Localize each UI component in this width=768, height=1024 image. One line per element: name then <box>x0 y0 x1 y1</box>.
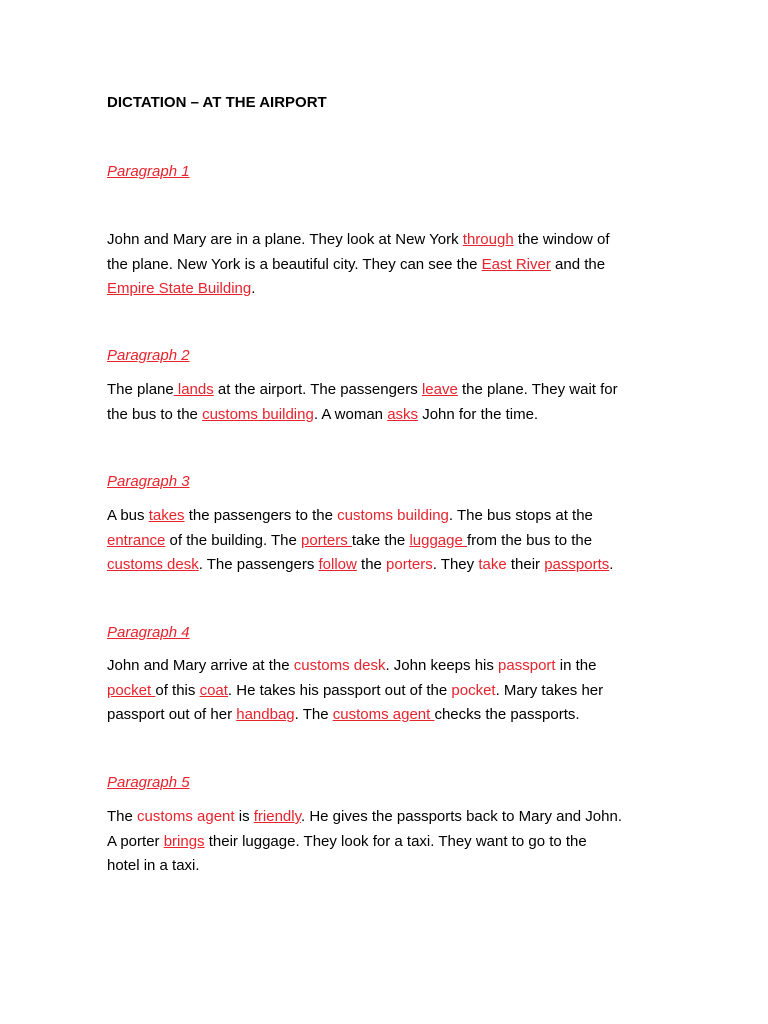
text-run: of this <box>155 681 200 699</box>
text-run: hotel in a taxi. <box>107 857 200 874</box>
text-run: . <box>251 280 256 297</box>
text-run: take the <box>351 531 410 549</box>
paragraph-2-body <box>107 378 667 427</box>
paragraph-1-body <box>107 228 667 302</box>
text-run: . The <box>294 706 333 723</box>
dictation-answer-underlined: handbag <box>236 706 295 723</box>
dictation-answer-underlined: takes <box>148 507 185 524</box>
text-run: A bus <box>107 507 149 524</box>
dictation-answer: customs desk <box>293 657 386 674</box>
dictation-answer-underlined: friendly <box>253 808 301 825</box>
text-run: the window of <box>513 231 610 248</box>
text-run: in the <box>555 657 597 674</box>
text-run: the passengers to the <box>184 507 338 524</box>
dictation-answer-underlined: customs agent <box>332 706 435 723</box>
text-run: of the building. The <box>165 531 302 549</box>
dictation-answer-underlined: brings <box>163 832 205 850</box>
dictation-answer: pocket <box>451 681 496 699</box>
text-line <box>107 703 667 728</box>
text-run: from the bus to the <box>467 531 593 549</box>
text-line <box>107 854 667 879</box>
dictation-answer-underlined: customs building <box>202 405 314 423</box>
dictation-answer-underlined: coat <box>199 681 228 699</box>
text-run: The plane <box>107 381 174 398</box>
text-line <box>107 830 667 855</box>
text-line <box>107 403 667 428</box>
paragraph-4-heading: Paragraph 4 <box>107 624 190 641</box>
dictation-answer-underlined: asks <box>387 405 419 423</box>
text-run: . The passengers <box>198 556 319 573</box>
dictation-answer: passport <box>498 657 556 674</box>
dictation-answer: customs building <box>337 507 449 524</box>
text-run: John for the time. <box>418 405 539 423</box>
dictation-answer-underlined: through <box>462 231 514 248</box>
text-line <box>107 253 667 278</box>
dictation-answer-underlined: passports <box>544 556 610 573</box>
text-run: is <box>234 808 254 825</box>
paragraph-3-body <box>107 504 667 578</box>
text-run: . They <box>432 556 479 573</box>
dictation-answer: customs agent <box>137 808 235 825</box>
dictation-answer-underlined: customs desk <box>107 556 199 573</box>
text-run: their <box>506 556 545 573</box>
text-line <box>107 378 667 403</box>
text-run: checks the passports. <box>434 706 580 723</box>
dictation-answer: take <box>478 556 507 573</box>
text-run: the bus to the <box>107 405 203 423</box>
text-line <box>107 228 667 253</box>
text-run: their luggage. They look for a taxi. They want to go to the <box>204 832 587 850</box>
text-line <box>107 277 667 302</box>
text-run: passport out of her <box>107 706 237 723</box>
document-title: DICTATION – AT THE AIRPORT <box>107 94 327 111</box>
dictation-answer-underlined: Empire State Building <box>107 280 252 297</box>
text-line <box>107 504 667 529</box>
dictation-answer-underlined: pocket <box>107 681 156 699</box>
dictation-answer-underlined: entrance <box>107 531 166 549</box>
text-run: . He takes his passport out of the <box>227 681 452 699</box>
paragraph-2-heading: Paragraph 2 <box>107 347 190 364</box>
text-line <box>107 654 667 679</box>
text-line <box>107 679 667 704</box>
text-line <box>107 805 667 830</box>
dictation-answer-underlined: lands <box>173 381 214 398</box>
text-run: The <box>107 808 138 825</box>
dictation-answer-underlined: luggage <box>409 531 467 549</box>
paragraph-3-heading: Paragraph 3 <box>107 473 190 490</box>
text-run: at the airport. The passengers <box>213 381 422 398</box>
text-run: and the <box>550 255 606 273</box>
dictation-answer-underlined: leave <box>421 381 458 398</box>
text-run: . Mary takes her <box>495 681 604 699</box>
text-run: . He gives the passports back to Mary and John. <box>301 808 622 825</box>
text-line <box>107 553 667 578</box>
paragraph-5-heading: Paragraph 5 <box>107 774 190 791</box>
text-run: . <box>609 556 614 573</box>
dictation-answer-underlined: follow <box>318 556 357 573</box>
paragraph-1-heading: Paragraph 1 <box>107 163 190 180</box>
text-run: the plane. New York is a beautiful city. They can see the <box>107 255 482 273</box>
text-run: John and Mary arrive at the <box>107 657 294 674</box>
text-run: . John keeps his <box>385 657 499 674</box>
text-run: . A woman <box>313 405 388 423</box>
paragraph-5-body <box>107 805 667 879</box>
text-run: . The bus stops at the <box>448 507 593 524</box>
dictation-answer-underlined: East River <box>481 255 551 273</box>
paragraph-4-body <box>107 654 667 728</box>
text-line <box>107 529 667 554</box>
dictation-answer-underlined: porters <box>301 531 352 549</box>
text-run: A porter <box>107 832 164 850</box>
text-run: John and Mary are in a plane. They look at New York <box>107 231 463 248</box>
dictation-answer: porters <box>386 556 433 573</box>
text-run: the plane. They wait for <box>457 381 618 398</box>
text-run: the <box>356 556 387 573</box>
